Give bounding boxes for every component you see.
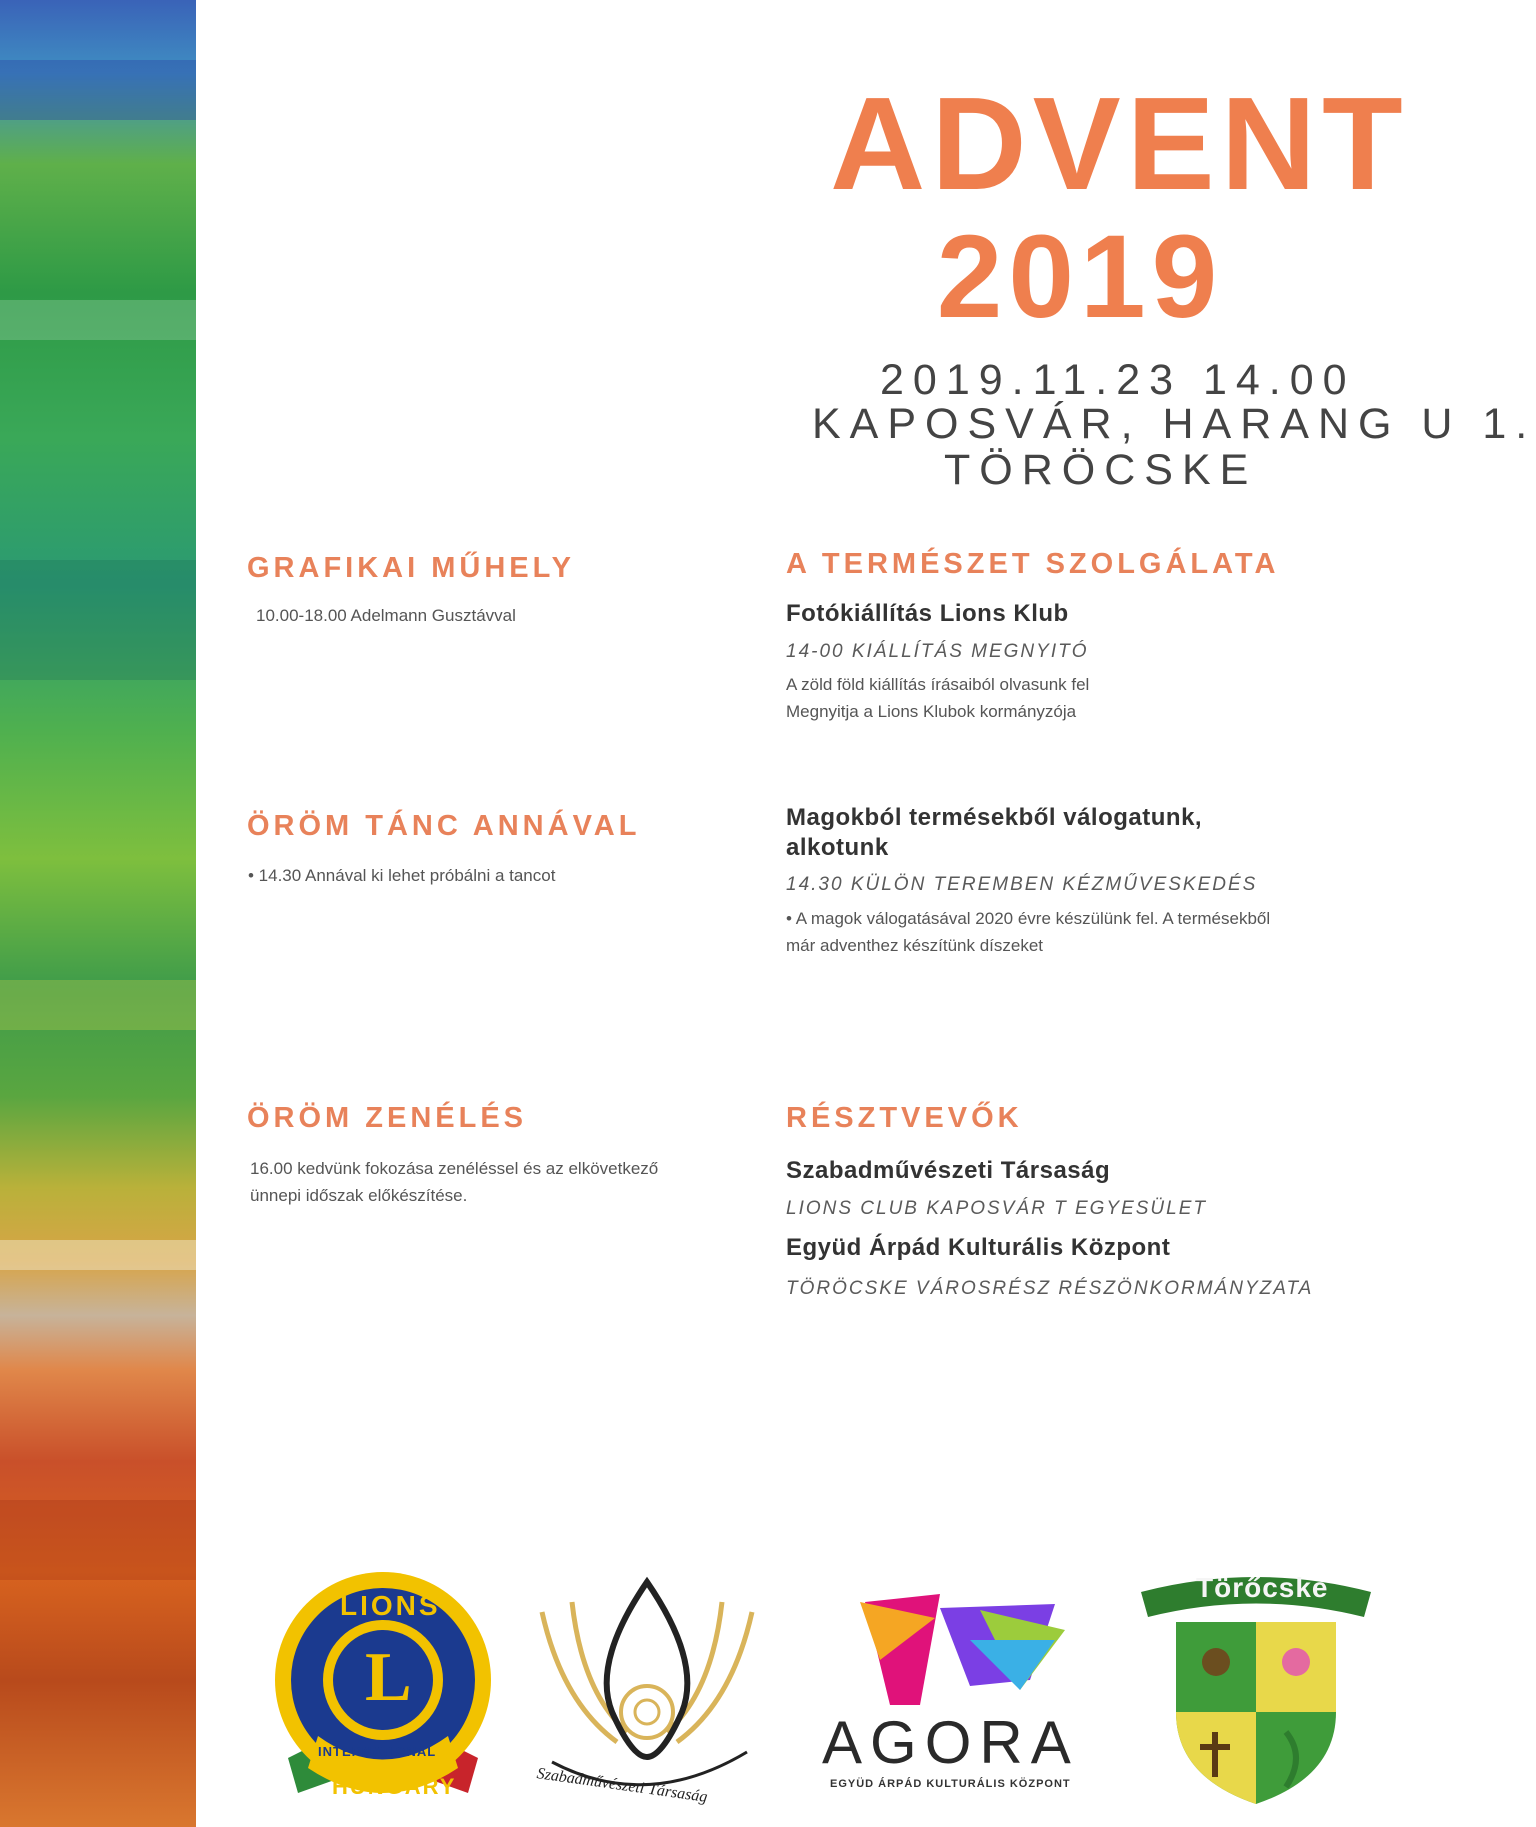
torocske-crest xyxy=(1136,1562,1376,1812)
section-heading: A TERMÉSZET SZOLGÁLATA xyxy=(786,548,1280,580)
section-text: már adventhez készítünk díszeket xyxy=(786,936,1044,955)
torocske-banner-text: Törőcske xyxy=(1196,1572,1329,1603)
section-italic: 14.30 KÜLÖN TEREMBEN KÉZMŰVESKEDÉS xyxy=(786,874,1258,895)
lions-top-text: LIONS xyxy=(340,1590,441,1621)
section-text: 16.00 kedvünk fokozása zenéléssel és az elkövetkező xyxy=(250,1159,659,1178)
section-italic: 14-00 KIÁLLÍTÁS MEGNYITÓ xyxy=(786,641,1089,662)
section-text: • 14.30 Annával ki lehet próbálni a tancot xyxy=(248,866,556,885)
szabad-logo xyxy=(522,1572,772,1812)
agora-subtitle: EGYÜD ÁRPÁD KULTURÁLIS KÖZPONT xyxy=(830,1778,1071,1790)
participant-item: TÖRÖCSKE VÁROSRÉSZ RÉSZÖNKORMÁNYZATA xyxy=(786,1278,1314,1299)
poster-year: 2019 xyxy=(936,211,1224,343)
event-address: KAPOSVÁR, HARANG U 1. xyxy=(812,400,1536,448)
section-text: 10.00-18.00 Adelmann Gusztávval xyxy=(256,606,516,625)
participant-item: LIONS CLUB KAPOSVÁR T EGYESÜLET xyxy=(786,1198,1207,1219)
section-heading: GRAFIKAI MŰHELY xyxy=(247,552,575,584)
section-text: A zöld föld kiállítás írásaiból olvasunk fel xyxy=(786,675,1090,694)
event-datetime: 2019.11.23 14.00 xyxy=(880,356,1356,404)
participant-item: Együd Árpád Kulturális Központ xyxy=(786,1234,1171,1261)
section-text: Megnyitja a Lions Klubok kormányzója xyxy=(786,702,1077,721)
participants-heading: RÉSZTVEVŐK xyxy=(786,1102,1023,1134)
szabad-script-text: Szabadművészeti Társaság xyxy=(535,1765,709,1806)
event-venue: TÖRÖCSKE xyxy=(944,446,1258,494)
section-subtitle: alkotunk xyxy=(786,834,889,861)
agora-logo xyxy=(820,1590,1110,1795)
agora-name: AGORA xyxy=(822,1709,1079,1776)
section-text: • A magok válogatásával 2020 évre készülünk fel. A termésekből xyxy=(786,909,1271,928)
section-subtitle: Magokból termésekből válogatunk, xyxy=(786,804,1203,831)
lions-logo xyxy=(268,1568,498,1814)
lions-letter: L xyxy=(365,1639,412,1716)
poster-title: ADVENT xyxy=(830,70,1409,217)
lions-country-text: HUNGARY xyxy=(332,1774,457,1799)
section-text: ünnepi időszak előkészítése. xyxy=(250,1186,468,1205)
participant-item: Szabadművészeti Társaság xyxy=(786,1157,1111,1184)
section-subtitle: Fotókiállítás Lions Klub xyxy=(786,600,1069,627)
lions-ribbon-text: INTERNATIONAL xyxy=(318,1744,437,1759)
painting-strip xyxy=(0,0,196,1827)
section-heading: ÖRÖM ZENÉLÉS xyxy=(247,1102,528,1134)
section-heading: ÖRÖM TÁNC ANNÁVAL xyxy=(247,810,641,842)
